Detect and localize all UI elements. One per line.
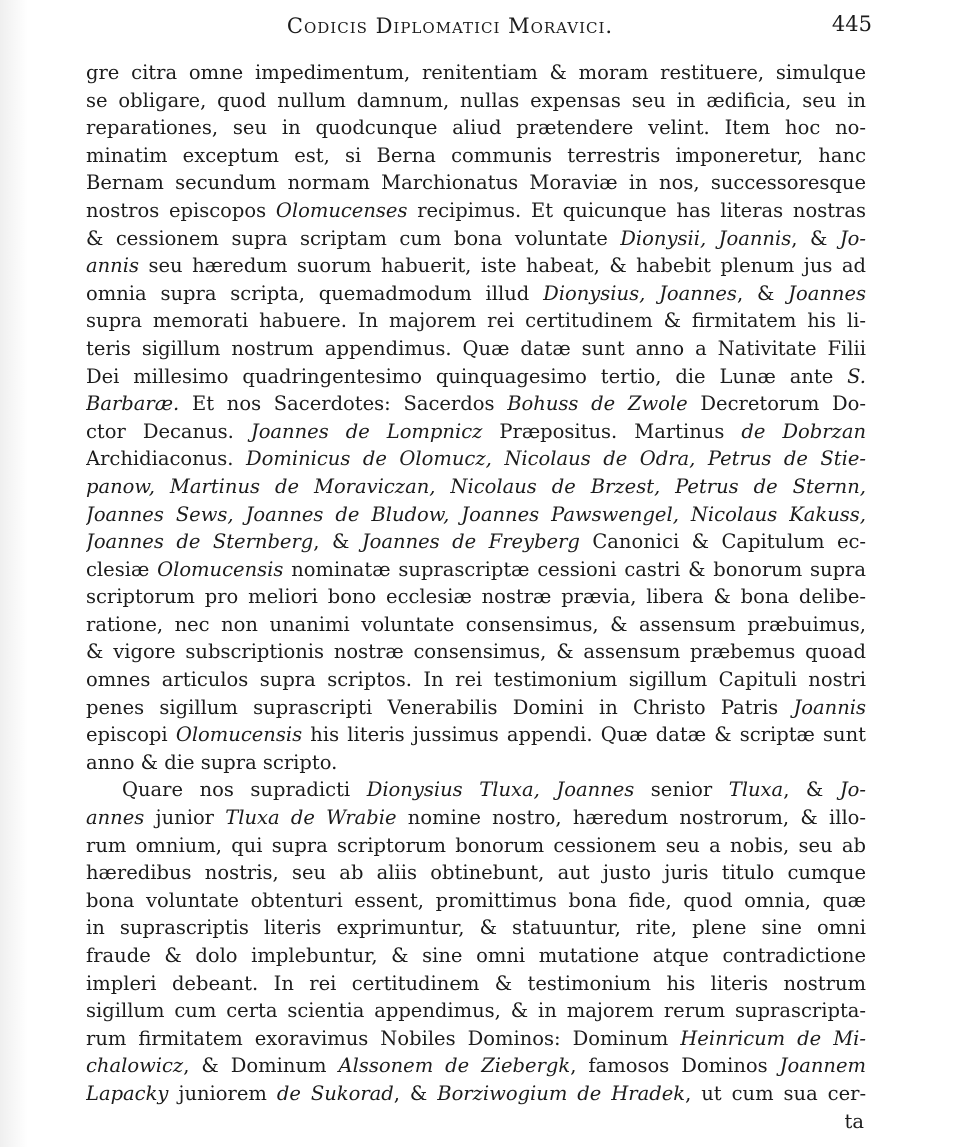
text-span: nomine nostro, hæredum nostrorum, & illo- xyxy=(396,806,866,830)
text-line xyxy=(86,169,866,197)
text-span: Archidiaconus. xyxy=(86,447,246,471)
italic-span: Dionysius Tluxa, Joannes xyxy=(366,778,635,802)
italic-span: Borziwogium de Hradek xyxy=(437,1081,686,1105)
text-span: recipimus. Et quicunque has literas nostras xyxy=(407,198,866,222)
text-span: ratione, nec non unanimi voluntate consensimus, & assensum præbuimus, xyxy=(86,612,866,636)
italic-span: Jo- xyxy=(839,778,866,802)
text-span: fraude & dolo implebuntur, & sine omni mutatione atque contradictione xyxy=(86,944,866,967)
text-line xyxy=(86,611,866,639)
italic-span: S. xyxy=(847,364,866,388)
text-line xyxy=(86,280,866,308)
text-span: his literis jussimus appendi. Quæ datæ & scriptæ sunt xyxy=(302,723,866,747)
text-line xyxy=(86,87,866,115)
text-line xyxy=(86,887,866,915)
text-span: , & xyxy=(393,1081,438,1105)
italic-span: Olomucensis xyxy=(157,557,284,581)
text-span: seu hæredum suorum habuerit, iste habeat, & habebit plenum jus ad xyxy=(139,254,866,278)
italic-span: Joannes de Freyberg xyxy=(361,530,580,554)
text-span: nominatæ suprascriptæ cessioni castri & bonorum supra xyxy=(283,557,866,581)
text-line xyxy=(86,804,866,832)
text-line xyxy=(86,556,866,584)
italic-span: Joannes de Sternberg xyxy=(86,530,314,554)
italic-span: Joannis xyxy=(793,695,866,719)
text-line xyxy=(86,418,866,446)
text-line xyxy=(86,832,866,860)
text-line xyxy=(86,1108,866,1136)
text-line xyxy=(86,363,866,391)
italic-span: Dionysii, Joannis xyxy=(620,226,792,250)
text-span: Canonici & Capitulum ec- xyxy=(579,530,866,554)
text-span: bona voluntate obtenturi essent, promittimus bona fide, quod omnia, quæ xyxy=(86,888,866,912)
text-span: ta xyxy=(844,1109,864,1133)
text-span: Et nos Sacerdotes: Sacerdos xyxy=(179,392,508,416)
text-span: & vigore subscriptionis nostræ consensimus, & assensum præbemus quoad xyxy=(86,640,866,664)
text-line xyxy=(86,970,866,998)
italic-span: Olomucenses xyxy=(275,198,408,222)
text-span: ctor Decanus. xyxy=(86,419,251,443)
text-span: nostros episcopos xyxy=(86,198,276,222)
text-line xyxy=(86,390,866,418)
text-line xyxy=(86,942,866,970)
text-span: supra memorati habuere. In majorem rei certitudinem & firmitatem his li- xyxy=(86,309,866,333)
italic-span: Lapacky xyxy=(86,1081,169,1105)
text-span: omnes articulos supra scriptos. In rei testimonium sigillum Capituli nostri xyxy=(86,668,866,692)
scan-shadow xyxy=(0,0,28,1147)
text-span: , & xyxy=(783,778,840,802)
italic-span: Joannes Sews, Joannes de Bludow, Joannes Pawswengel, Nicolaus Kakuss, xyxy=(86,502,866,526)
italic-span: panow, Martinus de Moraviczan, Nicolaus de Brzest, Petrus de Sternn, xyxy=(86,474,866,498)
text-span: & cessionem supra scriptam cum bona voluntate xyxy=(86,226,621,250)
italic-span: Barbaræ. xyxy=(86,392,180,416)
text-line xyxy=(86,142,866,170)
text-span: episcopi xyxy=(86,723,176,747)
text-span: , ut cum sua cer- xyxy=(685,1081,866,1105)
italic-span: Joannes xyxy=(788,281,866,305)
text-span: sigillum cum certa scientia appendimus, & in majorem rerum suprascripta- xyxy=(86,999,866,1023)
text-span: teris sigillum nostrum appendimus. Quæ datæ sunt anno a Nativitate Filii xyxy=(86,336,866,360)
page-number: 445 xyxy=(831,12,872,36)
text-span: in suprascriptis literis exprimuntur, & statuuntur, rite, plene sine omni xyxy=(86,916,866,940)
italic-span: annis xyxy=(86,254,139,278)
text-span: scriptorum pro meliori bono ecclesiæ nostræ prævia, libera & bona delibe- xyxy=(86,585,866,609)
text-line xyxy=(86,445,866,473)
text-line xyxy=(86,776,866,804)
text-span: , famosos Dominos xyxy=(570,1054,780,1078)
italic-span: Heinricum de Mi- xyxy=(680,1026,866,1050)
text-span: , & xyxy=(791,226,840,250)
text-span: Bernam secundum normam Marchionatus Moraviæ in nos, successoresque xyxy=(86,171,866,195)
italic-span: Joannem xyxy=(779,1054,866,1078)
italic-span: Dominicus de Olomucz, Nicolaus de Odra, Petrus de Stie- xyxy=(245,447,866,471)
text-line xyxy=(86,1052,866,1080)
text-span: rum omnium, qui supra scriptorum bonorum cessionem seu a nobis, seu ab xyxy=(86,833,866,857)
text-line xyxy=(86,307,866,335)
text-span: hæredibus nostris, seu ab aliis obtinebunt, aut justo juris titulo cumque xyxy=(86,861,866,885)
text-span: Dei millesimo quadringentesimo quinquagesimo tertio, die Lunæ ante xyxy=(86,364,848,388)
text-line xyxy=(86,335,866,363)
text-line xyxy=(86,252,866,280)
text-span: juniorem xyxy=(168,1081,277,1105)
italic-span: Olomucensis xyxy=(175,723,303,747)
text-line xyxy=(86,197,866,225)
text-line xyxy=(86,997,866,1025)
text-line xyxy=(86,528,866,556)
text-span: omnia supra scripta, quemadmodum illud xyxy=(86,281,544,305)
text-span: anno & die supra scripto. xyxy=(86,750,338,774)
italic-span: de Sukorad xyxy=(276,1081,394,1105)
body-text xyxy=(86,59,866,1135)
text-line xyxy=(86,114,866,142)
text-line xyxy=(86,1080,866,1108)
italic-span: annes xyxy=(86,806,145,830)
text-span: Præpositus. Martinus xyxy=(482,419,742,443)
text-span: gre citra omne impedimentum, renitentiam & moram restituere, simulque xyxy=(86,61,866,84)
text-span: reparationes, seu in quodcunque aliud prætendere velint. Item hoc no- xyxy=(86,116,866,140)
text-span: rum firmitatem exoravimus Nobiles Dominos: Dominum xyxy=(86,1026,681,1050)
text-span: senior xyxy=(634,778,729,802)
text-line xyxy=(86,694,866,722)
running-head: Codicis Diplomatici Moravici. xyxy=(286,14,614,38)
text-line xyxy=(86,59,866,87)
italic-span: Dionysius, Joannes xyxy=(543,281,737,305)
text-line xyxy=(86,501,866,529)
italic-span: Tluxa xyxy=(728,778,784,802)
text-line xyxy=(86,859,866,887)
italic-span: chalowicz xyxy=(86,1054,184,1078)
text-span: , & xyxy=(736,281,789,305)
italic-span: Joannes de Lompnicz xyxy=(250,419,483,443)
text-span: Decretorum Do- xyxy=(687,392,866,416)
text-span: penes sigillum suprascripti Venerabilis Domini in Christo Patris xyxy=(86,695,794,719)
text-span: , & xyxy=(313,530,362,554)
text-span: Quare nos supradicti xyxy=(122,778,367,802)
text-line xyxy=(86,583,866,611)
italic-span: Tluxa de Wrabie xyxy=(225,806,397,830)
text-span: impleri debeant. In rei certitudinem & testimonium his literis nostrum xyxy=(86,971,866,995)
text-span: , & Dominum xyxy=(183,1054,339,1078)
text-line xyxy=(86,666,866,694)
text-line xyxy=(86,1025,866,1053)
text-span: se obligare, quod nullum damnum, nullas expensas seu in ædificia, seu in xyxy=(86,88,866,112)
text-line xyxy=(86,638,866,666)
text-line xyxy=(86,749,866,777)
text-span: junior xyxy=(144,806,226,830)
italic-span: Jo- xyxy=(839,226,866,250)
text-line xyxy=(86,914,866,942)
italic-span: de Dobrzan xyxy=(741,419,866,443)
text-line xyxy=(86,225,866,253)
italic-span: Bohuss de Zwole xyxy=(507,392,688,416)
text-line xyxy=(86,473,866,501)
text-line xyxy=(86,721,866,749)
text-span: minatim exceptum est, si Berna communis terrestris imponeretur, hanc xyxy=(86,143,866,167)
text-span: clesiæ xyxy=(86,557,158,581)
italic-span: Alssonem de Ziebergk xyxy=(338,1054,571,1078)
